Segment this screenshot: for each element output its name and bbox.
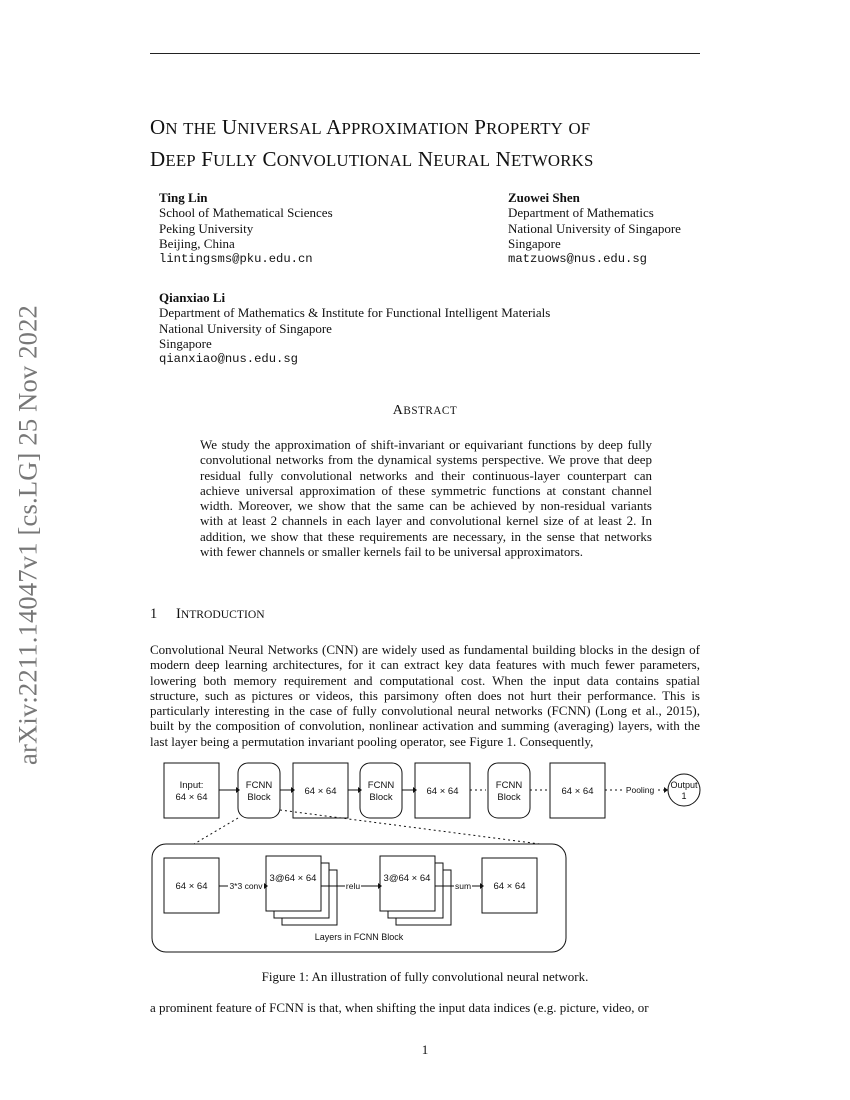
abstract-text: We study the approximation of shift-invariant or equivariant functions by deep fully convolutional networks from the dynamical systems perspective. We prove that deep residual fully convolutional networks and their continuous-layer counterpart can achieve universal approximation of these symmetric functions at constant channel width. Moreover, we show that the same can be achieved by non-residual variants with at least 2 channels in each layer and convolutional kernel size of at least 2. In addition, we show that these requirements are necessary, in the sense that networks with fewer channels or smaller kernels fail to be universal approximators. xyxy=(200,437,652,560)
arxiv-id: arXiv:2211.14047v1 [cs.LG] 25 Nov 2022 xyxy=(12,304,43,766)
author-affiliation: Singapore xyxy=(508,236,561,252)
author-affiliation: School of Mathematical Sciences xyxy=(159,205,333,221)
block-label: Block xyxy=(497,792,521,803)
author-affiliation: Singapore xyxy=(159,336,212,352)
author-name: Ting Lin xyxy=(159,190,208,205)
fcnn-label: FCNN xyxy=(367,780,395,791)
output-value: 1 xyxy=(681,791,687,801)
title-line-2: DEEP FULLY CONVOLUTIONAL NEURAL NETWORKS xyxy=(150,147,594,171)
author-name: Qianxiao Li xyxy=(159,290,226,305)
paper-title xyxy=(150,112,710,176)
title-line-1: ON THE UNIVERSAL APPROXIMATION PROPERTY OF xyxy=(150,115,591,139)
relu-stack-label: 3@64 × 64 xyxy=(383,873,431,884)
author-affiliation: Department of Mathematics & Institute for Functional Intelligent Materials xyxy=(159,305,551,321)
figure-caption: Figure 1: An illustration of fully convolutional neural network. xyxy=(261,969,589,984)
arxiv-stamp xyxy=(8,295,48,775)
fcnn-label: FCNN xyxy=(495,780,523,791)
abstract-heading: ABSTRACT xyxy=(392,403,458,418)
relu-label: relu xyxy=(345,881,361,891)
input-size-label: 64 × 64 xyxy=(175,792,208,803)
figure-1 xyxy=(150,760,710,955)
author-email[interactable]: matzuows@nus.edu.sg xyxy=(508,251,647,266)
top-rule xyxy=(150,53,700,54)
intro-paragraph-continued: a prominent feature of FCNN is that, when shifting the input data indices (e.g. picture, video, or xyxy=(150,1000,649,1015)
pooling-label: Pooling xyxy=(625,785,655,795)
output-label: Output xyxy=(670,780,698,790)
conv-label: 3*3 conv xyxy=(229,881,263,891)
sum-label: sum xyxy=(454,881,472,891)
tensor-label: 64 × 64 xyxy=(561,786,594,797)
input-label: Input: xyxy=(179,780,204,791)
tensor-label: 64 × 64 xyxy=(426,786,459,797)
tensor-label: 64 × 64 xyxy=(304,786,337,797)
author-name: Zuowei Shen xyxy=(508,190,580,205)
author-affiliation: Peking University xyxy=(159,220,254,236)
block-output-label: 64 × 64 xyxy=(493,881,526,892)
author-block-2 xyxy=(508,190,681,267)
author-block-1 xyxy=(159,190,333,267)
section-number: 1 xyxy=(150,606,158,622)
section-title: INTRODUCTION xyxy=(176,606,265,622)
block-label: Block xyxy=(369,792,393,803)
author-affiliation: National University of Singapore xyxy=(508,220,681,236)
output-circle xyxy=(668,774,700,806)
page-number: 1 xyxy=(421,1042,429,1057)
author-affiliation: Department of Mathematics xyxy=(508,205,654,221)
author-block-3 xyxy=(159,290,550,367)
conv-stack-label: 3@64 × 64 xyxy=(269,873,317,884)
author-email[interactable]: lintingsms@pku.edu.cn xyxy=(159,251,313,266)
author-affiliation: National University of Singapore xyxy=(159,320,332,336)
block-input-label: 64 × 64 xyxy=(175,881,208,892)
block-label: Block xyxy=(247,792,271,803)
author-affiliation: Beijing, China xyxy=(159,236,235,252)
section-heading xyxy=(150,606,265,623)
fcnn-label: FCNN xyxy=(245,780,273,791)
block-caption: Layers in FCNN Block xyxy=(314,932,404,942)
intro-paragraph: Convolutional Neural Networks (CNN) are widely used as fundamental building blocks in the design of modern deep learning architectures, for it can extract key data features with much fewer parameters, lowering both memory requirement and computational cost. When the input data contains spatial structure, such as pictures or videos, this parsimony often does not hurt their performance. This is particularly interesting in the case of fully convolutional neural networks (FCNN) (Long et al., 2015), built by the composition of convolution, nonlinear activation and summing (averaging) layers, with the last layer being a permutation invariant pooling operator, see Figure 1. Consequently, xyxy=(150,642,700,749)
author-email[interactable]: qianxiao@nus.edu.sg xyxy=(159,351,298,366)
